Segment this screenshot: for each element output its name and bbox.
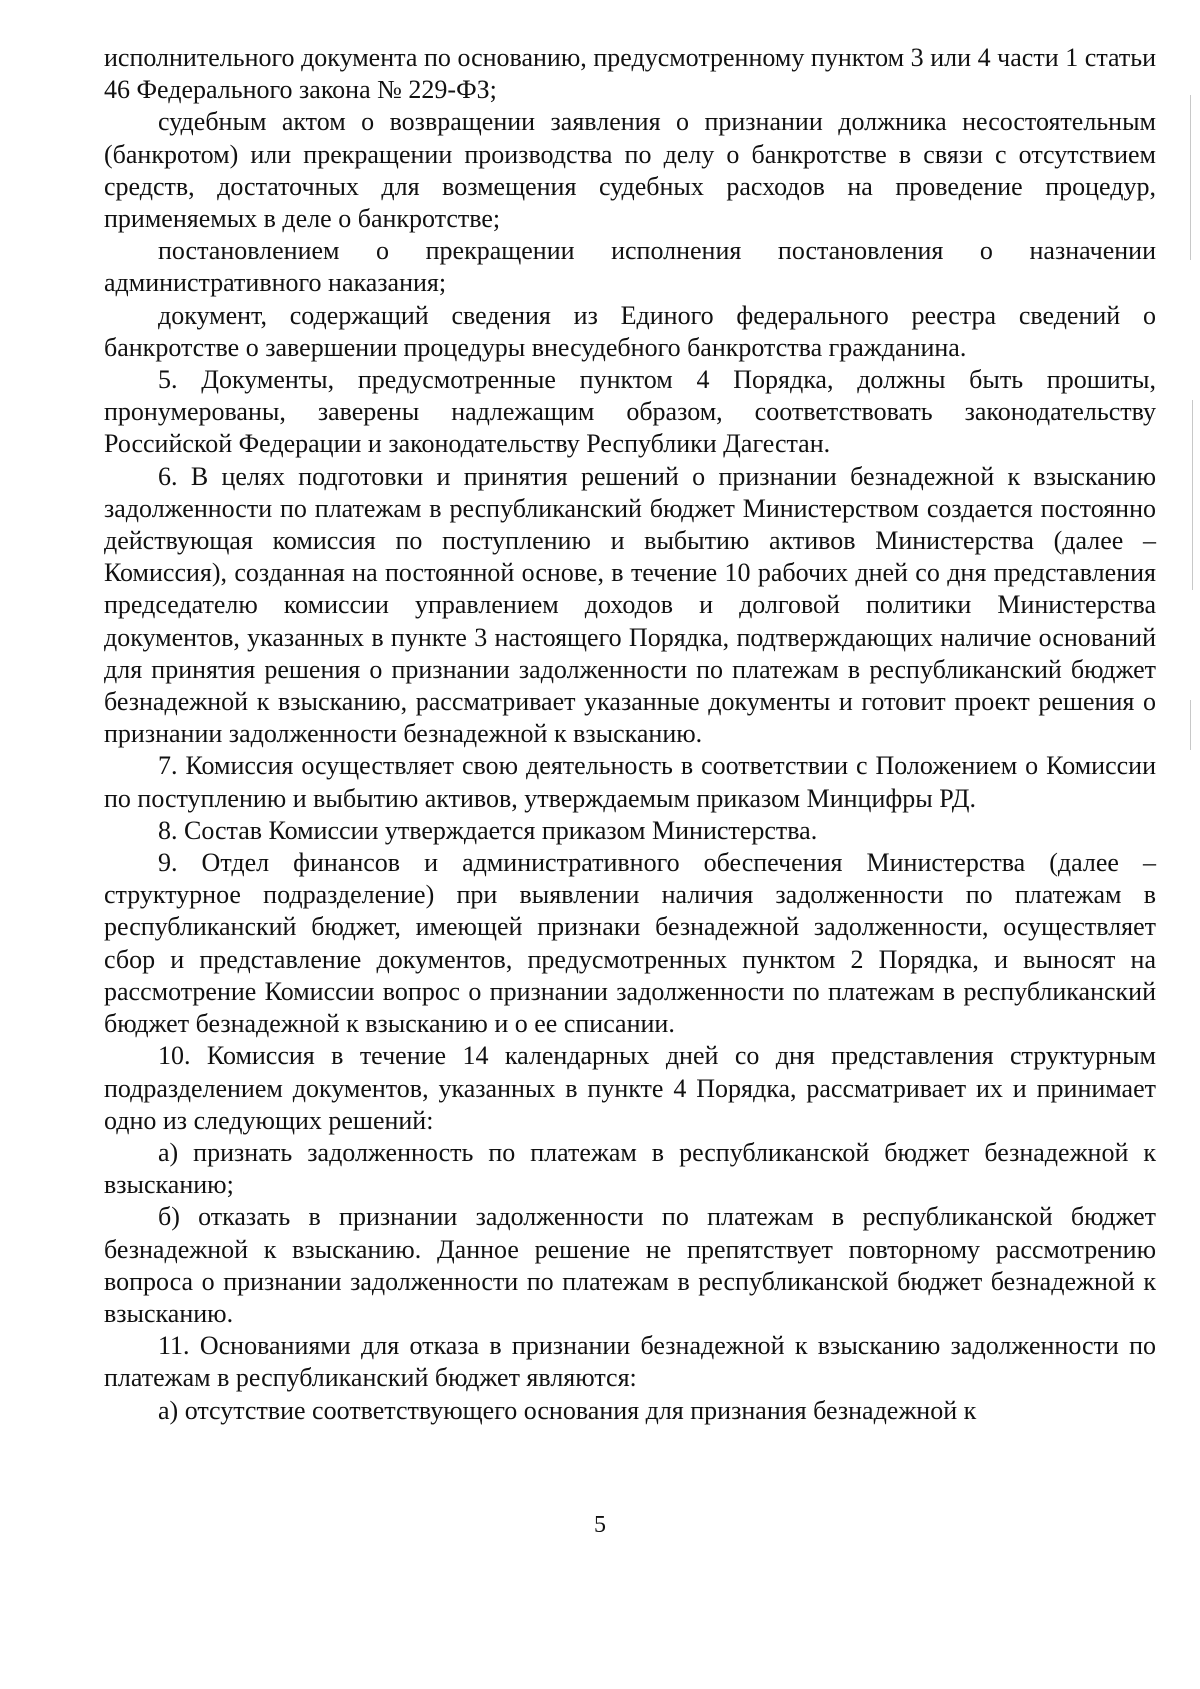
paragraph-10: 10. Комиссия в течение 14 календарных дней со дня представления структурным подразделением документов, указанных в пункте 4 Порядка, рассматривает их и принимает одно из следующих решений: [104,1041,1156,1135]
paragraph-7: 7. Комиссия осуществляет свою деятельность в соответствии с Положением о Комиссии по поступлению и выбытию активов, утверждаемым приказом Минцифры РД. [104,751,1156,813]
paragraph-6: 6. В целях подготовки и принятия решений о признании безнадежной к взысканию задолженности по платежам в республиканский бюджет Министерством создается постоянно действующая комиссия по поступлению и выбытию активов Министерства (далее – Комиссия), созданная на постоянной основе, в течение 10 рабочих дней со дня представления председателю комиссии управлением доходов и долговой политики Министерства документов, указанных в пункте 3 настоящего Порядка, подтверждающих наличие оснований для принятия решения о признании задолженности по платежам в республиканский бюджет безнадежной к взысканию, рассматривает указанные документы и готовит проект решения о признании задолженности безнадежной к взысканию. [104,461,1156,749]
scan-edge-mark [1190,95,1191,260]
scan-edge-mark [1192,400,1193,590]
paragraph-4: документ, содержащий сведения из Единого федерального реестра сведений о банкротстве о завершении процедуры внесудебного банкротства гражданина. [104,300,1156,362]
paragraph-1: исполнительного документа по основанию, предусмотренному пунктом 3 или 4 части 1 статьи 46 Федерального закона № 229-ФЗ; [104,43,1156,105]
paragraph-3: постановлением о прекращении исполнения постановления о назначении административного наказания; [104,236,1156,298]
paragraph-2: судебным актом о возвращении заявления о признании должника несостоятельным (банкротом) или прекращении производства по делу о банкротстве в связи с отсутствием средств, достаточных для возмещения судебных расходов на проведение процедур, применяемых в деле о банкротстве; [104,107,1156,234]
paragraph-14: а) отсутствие соответствующего основания для признания безнадежной к [158,1395,977,1425]
paragraph-8: 8. Состав Комиссии утверждается приказом Министерства. [158,815,818,845]
paragraph-11: а) признать задолженность по платежам в республиканской бюджет безнадежной к взысканию; [104,1137,1156,1200]
page-number: 5 [594,1512,606,1538]
scan-edge-mark [1190,700,1191,750]
paragraph-5: 5. Документы, предусмотренные пунктом 4 Порядка, должны быть прошиты, пронумерованы, заверены надлежащим образом, соответствовать законодательству Российской Федерации и законодательству Республики Дагестан. [104,365,1156,459]
paragraph-13: 11. Основаниями для отказа в признании безнадежной к взысканию задолженности по платежам в республиканский бюджет являются: [104,1331,1156,1393]
paragraph-9: 9. Отдел финансов и административного обеспечения Министерства (далее – структурное подразделение) при выявлении наличия задолженности по платежам в республиканский бюджет, имеющей признаки безнадежной задолженности, осуществляет сбор и представление документов, предусмотренных пунктом 2 Порядка, и выносят на рассмотрение Комиссии вопрос о признании задолженности по платежам в республиканский бюджет безнадежной к взысканию и о ее списании. [104,848,1156,1039]
document-body [104,42,1156,1427]
paragraph-12: б) отказать в признании задолженности по платежам в республиканской бюджет безнадежной к взысканию. Данное решение не препятствует повторному рассмотрению вопроса о признании задолженности по платежам в республиканской бюджет безнадежной к взысканию. [104,1202,1156,1328]
